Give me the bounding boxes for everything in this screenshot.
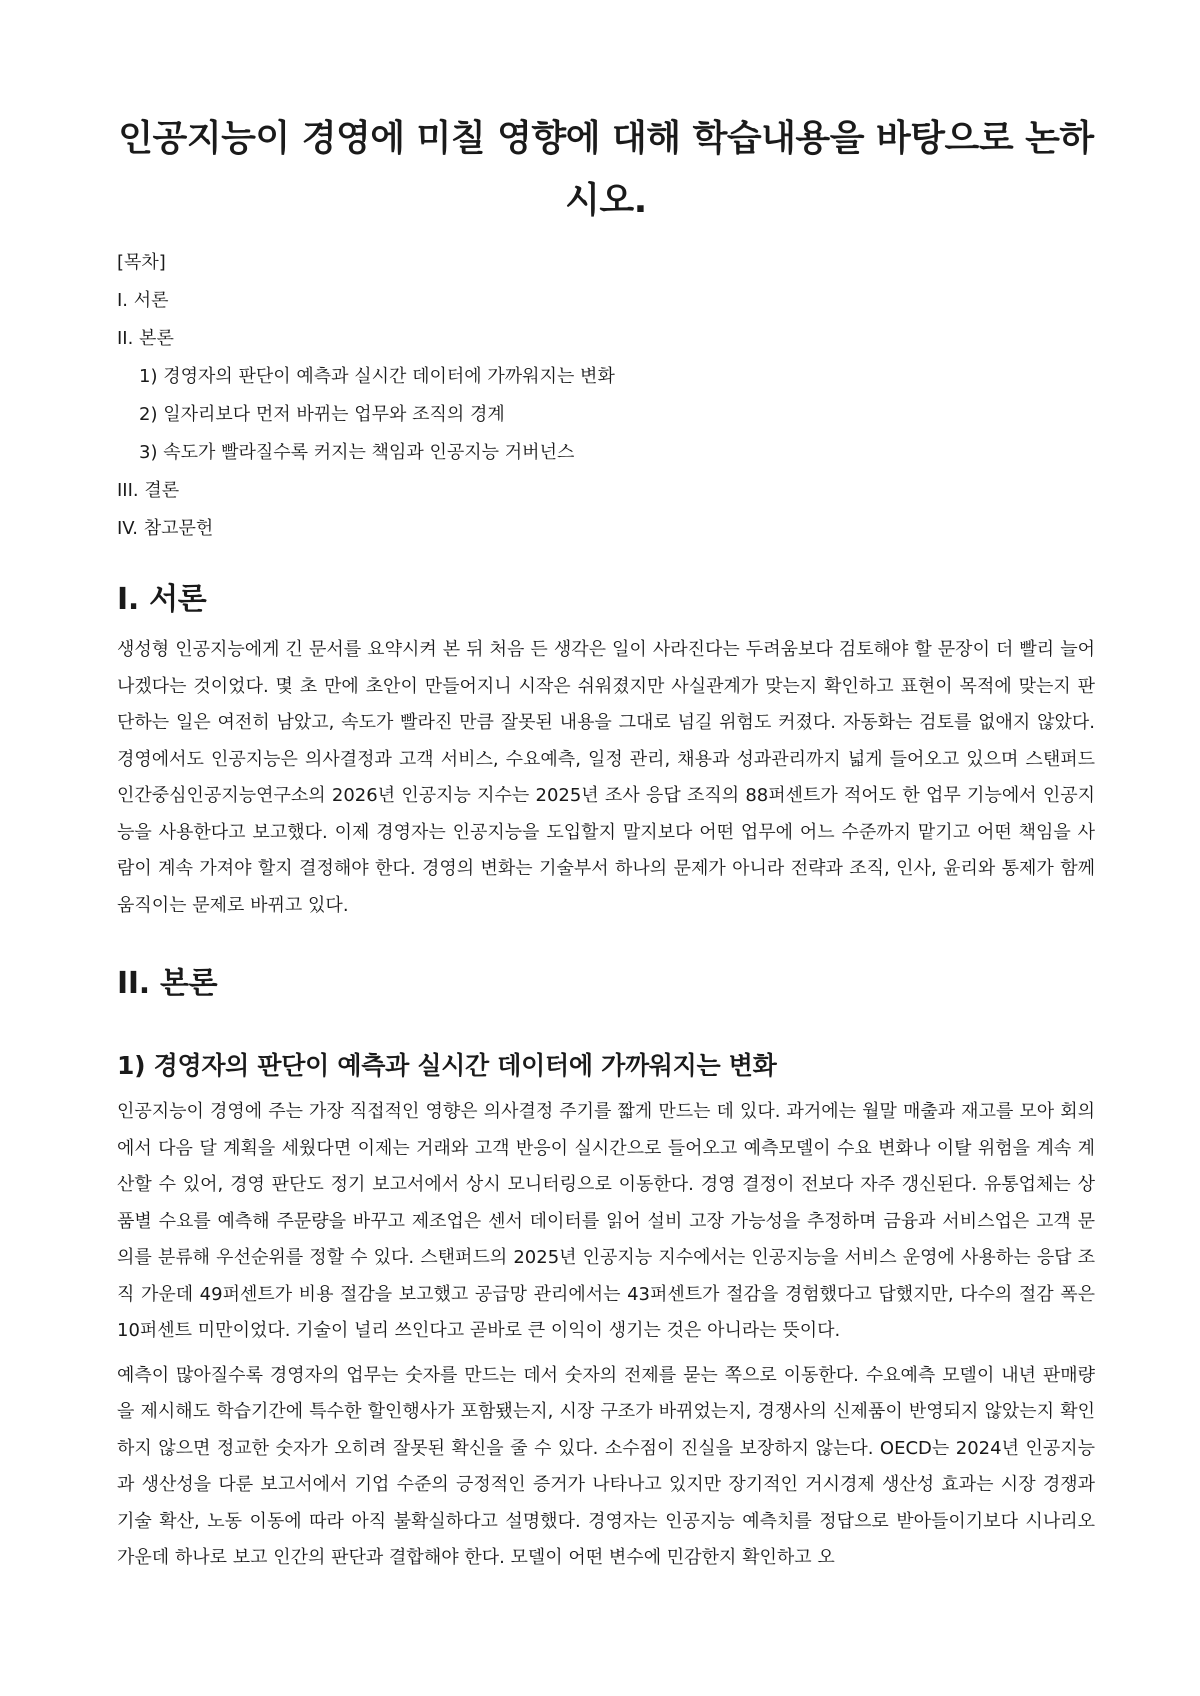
- toc-item-references: IV. 참고문헌: [117, 518, 214, 539]
- intro-paragraph: 생성형 인공지능에게 긴 문서를 요약시켜 본 뒤 처음 든 생각은 일이 사라진다는 두려움보다 검토해야 할 문장이 더 빨리 늘어나겠다는 것이었다. 몇 초 만에 초안이 만들어지니 시작은 쉬워졌지만 사실관계가 맞는지 확인하고 표현이 목적에 맞는지 판단하는 일은 여전히 남았고, 속도가 빨라진 만큼 잘못된 내용을 그대로 넘길 위험도 커졌다. 자동화는 검토를 없애지 않았다. 경영에서도 인공지능은 의사결정과 고객 서비스, 수요예측, 일정 관리, 채용과 성과관리까지 넓게 들어오고 있으며 스탠퍼드 인간중심인공지능연구소의 2026년 인공지능 지수는 2025년 조사 응답 조직의 88퍼센트가 적어도 한 업무 기능에서 인공지능을 사용한다고 보고했다. 이제 경영자는 인공지능을 도입할지 말지보다 어떤 업무에 어느 수준까지 맡기고 어떤 책임을 사람이 계속 가져야 할지 결정해야 한다. 경영의 변화는 기술부서 하나의 문제가 아니라 전략과 조직, 인사, 윤리와 통제가 함께 움직이는 문제로 바뀌고 있다.: [117, 639, 1095, 916]
- section-heading-body: II. 본론: [117, 966, 218, 1001]
- body-paragraph-2: 예측이 많아질수록 경영자의 업무는 숫자를 만드는 데서 숫자의 전제를 묻는 쪽으로 이동한다. 수요예측 모델이 내년 판매량을 제시해도 학습기간에 특수한 할인행사가 포함됐는지, 시장 구조가 바뀌었는지, 경쟁사의 신제품이 반영되지 않았는지 확인하지 않으면 정교한 숫자가 오히려 잘못된 확신을 줄 수 있다. 소수점이 진실을 보장하지 않는다. OECD는 2024년 인공지능과 생산성을 다룬 보고서에서 기업 수준의 긍정적인 증거가 나타나고 있지만 장기적인 거시경제 생산성 효과는 시장 경쟁과 기술 확산, 노동 이동에 따라 아직 불확실하다고 설명했다. 경영자는 인공지능 예측치를 정답으로 받아들이기보다 시나리오 가운데 하나로 보고 인간의 판단과 결합해야 한다. 모델이 어떤 변수에 민감한지 확인하고 오: [117, 1364, 1095, 1568]
- subsection-heading-1: 1) 경영자의 판단이 예측과 실시간 데이터에 가까워지는 변화: [117, 1051, 777, 1080]
- toc-item-intro: I. 서론: [117, 290, 169, 311]
- toc-item-body-1: 1) 경영자의 판단이 예측과 실시간 데이터에 가까워지는 변화: [139, 366, 615, 387]
- section-heading-intro: I. 서론: [117, 582, 207, 617]
- table-of-contents: [117, 252, 1095, 540]
- toc-item-body-3: 3) 속도가 빨라질수록 커지는 책임과 인공지능 거버넌스: [139, 442, 575, 463]
- toc-item-body: II. 본론: [117, 328, 174, 349]
- body-paragraph-1: 인공지능이 경영에 주는 가장 직접적인 영향은 의사결정 주기를 짧게 만드는 데 있다. 과거에는 월말 매출과 재고를 모아 회의에서 다음 달 계획을 세웠다면 이제는 거래와 고객 반응이 실시간으로 들어오고 예측모델이 수요 변화나 이탈 위험을 계속 계산할 수 있어, 경영 판단도 정기 보고서에서 상시 모니터링으로 이동한다. 경영 결정이 전보다 자주 갱신된다. 유통업체는 상품별 수요를 예측해 주문량을 바꾸고 제조업은 센서 데이터를 읽어 설비 고장 가능성을 추정하며 금융과 서비스업은 고객 문의를 분류해 우선순위를 정할 수 있다. 스탠퍼드의 2025년 인공지능 지수에서는 인공지능을 서비스 운영에 사용하는 응답 조직 가운데 49퍼센트가 비용 절감을 보고했고 공급망 관리에서는 43퍼센트가 절감을 경험했다고 답했지만, 다수의 절감 폭은 10퍼센트 미만이었다. 기술이 널리 쓰인다고 곧바로 큰 이익이 생기는 것은 아니라는 뜻이다.: [117, 1101, 1095, 1341]
- toc-item-body-2: 2) 일자리보다 먼저 바뀌는 업무와 조직의 경계: [139, 404, 505, 425]
- document-title: 인공지능이 경영에 미칠 영향에 대해 학습내용을 바탕으로 논하시오.: [118, 118, 1094, 221]
- toc-item-conclusion: III. 결론: [117, 480, 180, 501]
- toc-heading: [목차]: [117, 252, 166, 273]
